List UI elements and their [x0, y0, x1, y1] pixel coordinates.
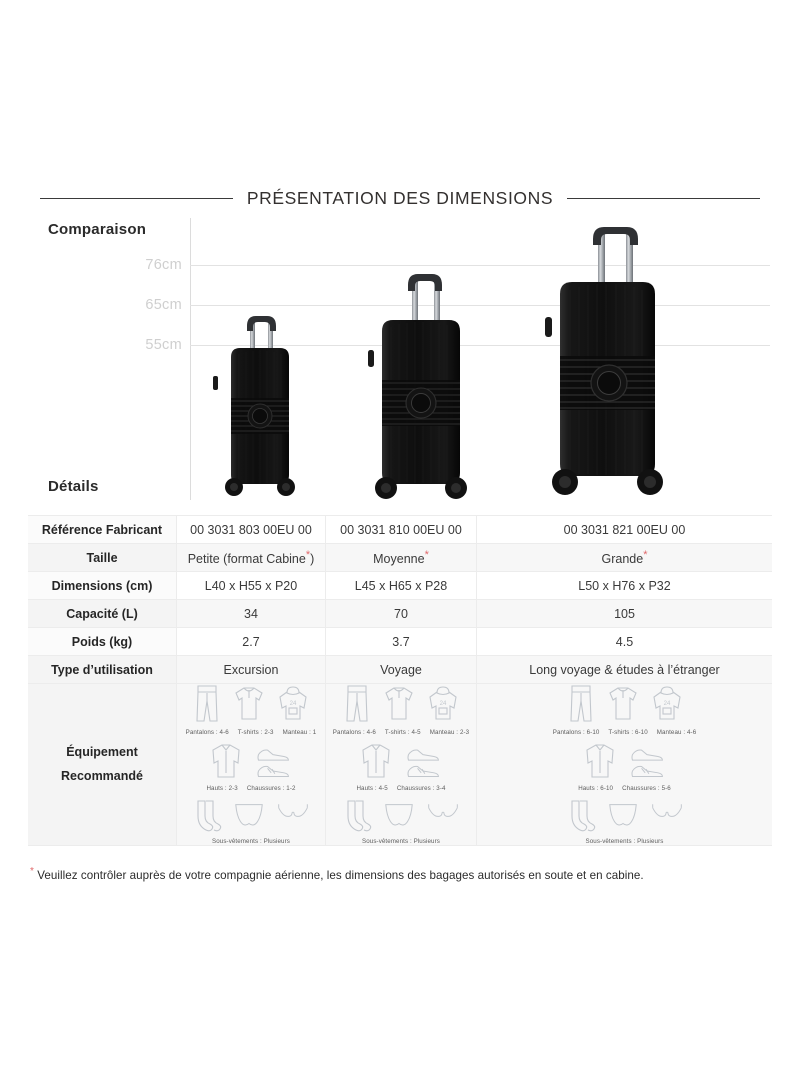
shirt-icon — [209, 742, 243, 783]
shirt-icon — [359, 742, 393, 783]
equipment-cell-small — [177, 684, 326, 846]
table-row — [28, 572, 772, 600]
caption-underwear: Sous-vêtements : Plusieurs — [585, 838, 664, 845]
suitcase-small — [198, 304, 322, 502]
shoes-icon — [403, 742, 443, 783]
caption-pants: Pantalons : 6-10 — [552, 729, 600, 736]
tshirt-icon — [382, 684, 416, 727]
row-label-reference: Référence Fabricant — [28, 516, 177, 544]
caption-coat: Manteau : 4-6 — [656, 729, 697, 736]
cell-capacite-medium: 70 — [326, 600, 477, 628]
bra-icon — [650, 798, 684, 835]
underwear-icon — [606, 798, 640, 835]
table-row — [28, 656, 772, 684]
equipment-captions-top — [553, 729, 696, 736]
tshirt-icon — [232, 684, 266, 727]
equipment-label-line2: Recommandé — [61, 768, 143, 783]
cell-capacite-small: 34 — [177, 600, 326, 628]
gridlabel-55: 55cm — [145, 337, 182, 353]
pants-icon — [192, 684, 222, 727]
row-label-poids: Poids (kg) — [28, 628, 177, 656]
suitcase-comparison-chart — [0, 215, 800, 505]
equipment-captions-top — [186, 729, 317, 736]
gridlabel-76: 76cm — [145, 257, 182, 273]
coat-icon — [426, 684, 460, 727]
cell-poids-small: 2.7 — [177, 628, 326, 656]
caption-tops: Hauts : 2-3 — [206, 785, 238, 792]
shoes-icon — [253, 742, 293, 783]
caption-tshirts: T-shirts : 2-3 — [237, 729, 274, 736]
bra-icon — [426, 798, 460, 835]
equipment-band-mid — [359, 742, 443, 783]
comparison-label: Comparaison — [48, 221, 147, 238]
caption-pants: Pantalons : 4-6 — [185, 729, 229, 736]
caption-tops: Hauts : 6-10 — [578, 785, 614, 792]
details-label: Détails — [48, 478, 99, 495]
equipment-band-mid — [583, 742, 667, 783]
caption-tshirts: T-shirts : 4-5 — [384, 729, 421, 736]
equipment-label-line1: Équipement — [66, 744, 138, 759]
equipment-band-top — [192, 684, 310, 727]
page-title: PRÉSENTATION DES DIMENSIONS — [246, 187, 554, 208]
cell-taille-large: Grande* — [477, 544, 773, 572]
title-rule-left — [40, 198, 233, 199]
caption-tshirts: T-shirts : 6-10 — [608, 729, 648, 736]
svg-text:24: 24 — [663, 701, 670, 707]
cell-taille-small: Petite (format Cabine*) — [177, 544, 326, 572]
tshirt-icon — [606, 684, 640, 727]
caption-shoes: Chaussures : 1-2 — [246, 785, 296, 792]
shoes-icon — [627, 742, 667, 783]
equipment-band-bottom — [566, 798, 684, 835]
table-row — [28, 600, 772, 628]
row-label-dimensions: Dimensions (cm) — [28, 572, 177, 600]
cell-dimensions-large: L50 x H76 x P32 — [477, 572, 773, 600]
caption-pants: Pantalons : 4-6 — [332, 729, 376, 736]
asterisk-icon: * — [424, 548, 429, 561]
row-label-taille: Taille — [28, 544, 177, 572]
cell-reference-small: 00 3031 803 00EU 00 — [177, 516, 326, 544]
caption-tops: Hauts : 4-5 — [356, 785, 388, 792]
underwear-icon — [382, 798, 416, 835]
caption-coat: Manteau : 2-3 — [429, 729, 470, 736]
pants-icon — [342, 684, 372, 727]
cell-reference-medium: 00 3031 810 00EU 00 — [326, 516, 477, 544]
coat-icon — [650, 684, 684, 727]
asterisk-icon: * — [643, 548, 648, 561]
socks-icon — [192, 798, 222, 835]
caption-shoes: Chaussures : 5-6 — [622, 785, 671, 792]
table-row — [28, 544, 772, 572]
asterisk-icon: * — [30, 866, 34, 877]
caption-shoes: Chaussures : 3-4 — [396, 785, 446, 792]
svg-text:24: 24 — [439, 701, 447, 707]
suitcase-medium — [352, 264, 498, 502]
equipment-cell-medium — [326, 684, 477, 846]
equipment-band-bottom — [342, 798, 460, 835]
cell-reference-large: 00 3031 821 00EU 00 — [477, 516, 773, 544]
underwear-icon — [232, 798, 266, 835]
asterisk-icon: * — [305, 548, 311, 561]
gridlabel-65: 65cm — [145, 297, 182, 313]
equipment-captions-mid — [356, 785, 445, 792]
equipment-band-top — [566, 684, 684, 727]
equipment-grid — [326, 684, 476, 845]
equipment-band-mid — [209, 742, 293, 783]
caption-underwear: Sous-vêtements : Plusieurs — [362, 838, 440, 845]
svg-text:24: 24 — [289, 701, 297, 707]
cell-usage-large: Long voyage & études à l’étranger — [477, 656, 773, 684]
equipment-row — [28, 684, 772, 846]
pants-icon — [566, 684, 596, 727]
table-row — [28, 516, 772, 544]
suitcase-large — [528, 220, 700, 502]
cell-dimensions-small: L40 x H55 x P20 — [177, 572, 326, 600]
chart-y-axis — [190, 218, 191, 500]
socks-icon — [342, 798, 372, 835]
title-rule-right — [567, 198, 760, 199]
page-title-row — [40, 186, 760, 210]
cell-poids-medium: 3.7 — [326, 628, 477, 656]
row-label-usage: Type d’utilisation — [28, 656, 177, 684]
caption-underwear: Sous-vêtements : Plusieurs — [212, 838, 290, 845]
socks-icon — [566, 798, 596, 835]
coat-icon — [276, 684, 310, 727]
equipment-captions-mid — [206, 785, 295, 792]
bra-icon — [276, 798, 310, 835]
row-label-equipement — [28, 684, 177, 846]
equipment-grid — [477, 684, 772, 845]
footnote-text: Veuillez contrôler auprès de votre compagnie aérienne, les dimensions des bagages autorisés en soute et en cabine. — [33, 868, 644, 882]
equipment-captions-top — [333, 729, 469, 736]
specs-table — [28, 515, 772, 846]
equipment-band-top — [342, 684, 460, 727]
equipment-band-bottom — [192, 798, 310, 835]
shirt-icon — [583, 742, 617, 783]
cell-taille-medium: Moyenne* — [326, 544, 477, 572]
caption-coat: Manteau : 1 — [282, 729, 317, 736]
cell-poids-large: 4.5 — [477, 628, 773, 656]
table-row — [28, 628, 772, 656]
row-label-capacite: Capacité (L) — [28, 600, 177, 628]
cell-dimensions-medium: L45 x H65 x P28 — [326, 572, 477, 600]
equipment-captions-mid — [578, 785, 671, 792]
equipment-grid — [177, 684, 325, 845]
cell-capacite-large: 105 — [477, 600, 773, 628]
cell-usage-small: Excursion — [177, 656, 326, 684]
footnote — [30, 866, 772, 882]
cell-usage-medium: Voyage — [326, 656, 477, 684]
equipment-cell-large — [477, 684, 773, 846]
